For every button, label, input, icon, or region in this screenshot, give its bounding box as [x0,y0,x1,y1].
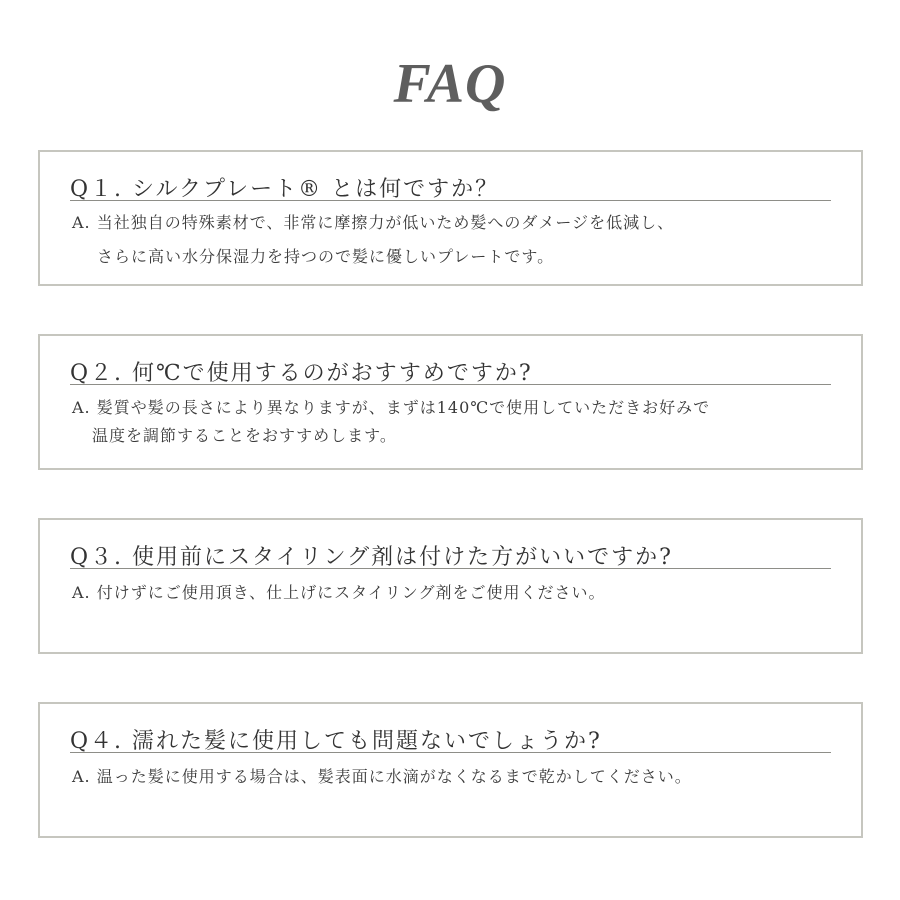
page-title: FAQ [393,53,507,115]
faq-question: Q３. 使用前にスタイリング剤は付けた方がいいですか? [70,545,673,570]
faq-item-q3 [38,518,863,654]
answer-line: A. 付けずにご使用頂き、仕上げにスタイリング剤をご使用ください。 [72,583,606,602]
faq-question: Q２. 何℃で使用するのがおすすめですか? [70,361,533,386]
answer-line: さらに高い水分保湿力を持つので髪に優しいプレートです。 [97,247,555,266]
faq-item-q4 [38,702,863,838]
faq-list [38,150,863,838]
question-divider [70,568,831,569]
faq-answer [72,576,842,609]
question-divider [70,384,831,385]
question-divider [70,752,831,753]
faq-question: Q１. シルクプレート® とは何ですか？ [70,177,500,202]
answer-line: 温度を調節することをおすすめします。 [92,426,397,445]
faq-answer [72,206,842,274]
question-divider [70,200,831,201]
faq-item-q2 [38,334,863,470]
faq-answer [72,760,842,793]
answer-line: A. 当社独自の特殊素材で、非常に摩擦力が低いため髪へのダメージを低減し、 [72,213,675,232]
answer-line: A. 髪質や髪の長さにより異なりますが、まずは140℃で使用していただきお好みで [72,398,711,417]
faq-question: Q４. 濡れた髪に使用しても問題ないでしょうか? [70,729,602,754]
answer-line: A. 温った髪に使用する場合は、髪表面に水滴がなくなるまで乾かしてください。 [72,767,692,786]
faq-answer [72,394,842,450]
faq-item-q1 [38,150,863,286]
